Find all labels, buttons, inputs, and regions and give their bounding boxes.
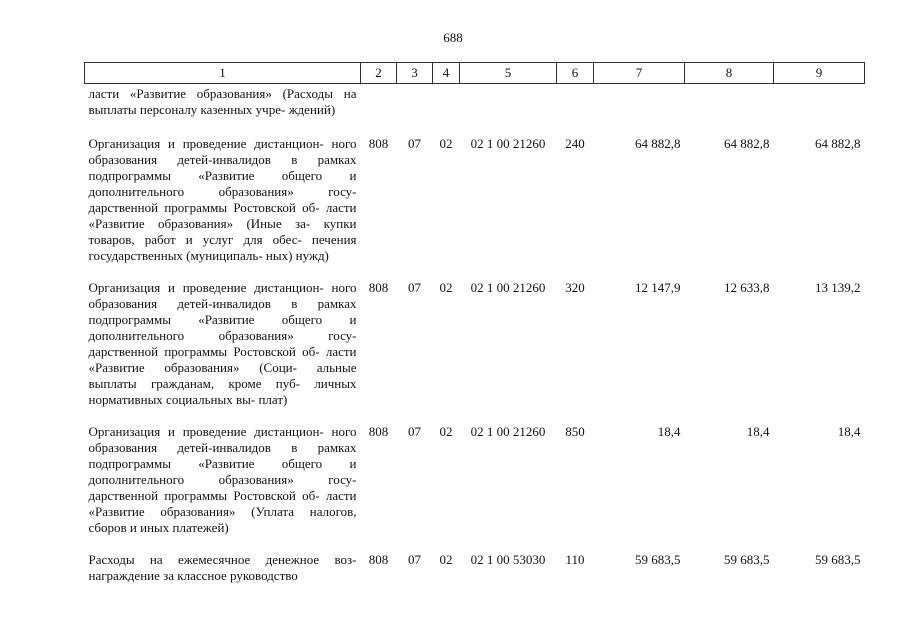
cell-col8: 59 683,5 — [724, 552, 770, 567]
cell-col4: 02 — [439, 424, 453, 439]
cell-col6: 110 — [565, 552, 585, 567]
cell-col3: 07 — [408, 280, 421, 295]
cell-col6: 320 — [565, 280, 585, 295]
cell-col8: 12 633,8 — [724, 280, 770, 295]
cell-col3: 07 — [408, 424, 421, 439]
cell-col5: 02 1 00 21260 — [470, 424, 546, 439]
row-description: Расходы на ежемесячное денежное воз- награждение за классное руководство — [88, 552, 357, 583]
cell-col4 — [433, 84, 460, 137]
cell-col5: 02 1 00 21260 — [470, 280, 546, 295]
cell-col7: 59 683,5 — [635, 552, 681, 567]
budget-table — [84, 62, 865, 584]
cell-col9: 13 139,2 — [815, 280, 861, 295]
table-row — [85, 552, 865, 584]
cell-col7: 12 147,9 — [635, 280, 681, 295]
table-row — [85, 424, 865, 552]
table-row — [85, 136, 865, 280]
cell-col9: 59 683,5 — [815, 552, 861, 567]
table-row — [85, 84, 865, 137]
header-cell: 5 — [460, 63, 557, 84]
cell-col3: 07 — [408, 552, 421, 567]
cell-col2: 808 — [368, 136, 389, 151]
row-description: Организация и проведение дистанцион- ного образования детей-инвалидов в рамках подпрограммы «Развитие общего и дополнительного образования» госу- дарственной программы Ростовской об- ласти «Развитие образования» (Уплата налогов, сборов и иных платежей) — [88, 424, 357, 535]
cell-col2 — [361, 84, 397, 137]
cell-col2: 808 — [368, 552, 389, 567]
cell-col2: 808 — [368, 280, 389, 295]
page-number: 688 — [443, 30, 463, 45]
cell-col7 — [594, 84, 685, 137]
cell-col6: 850 — [565, 424, 585, 439]
row-description: ласти «Развитие образования» (Расходы на выплаты персоналу казенных учре- ждений) — [88, 86, 357, 117]
header-cell: 6 — [557, 63, 594, 84]
header-cell: 2 — [361, 63, 397, 84]
cell-col3: 07 — [408, 136, 421, 151]
row-description: Организация и проведение дистанцион- ного образования детей-инвалидов в рамках подпрограммы «Развитие общего и дополнительного образования» госу- дарственной программы Ростовской об- ласти «Развитие образования» (Иные за- купки товаров, работ и услуг для обес- печения государственных (муниципаль- ных) нужд) — [88, 136, 357, 263]
cell-col8: 18,4 — [746, 424, 770, 439]
header-cell: 8 — [685, 63, 774, 84]
cell-col4: 02 — [439, 552, 453, 567]
cell-col6 — [557, 84, 594, 137]
cell-col6: 240 — [565, 136, 585, 151]
row-description: Организация и проведение дистанцион- ного образования детей-инвалидов в рамках подпрограммы «Развитие общего и дополнительного образования» госу- дарственной программы Ростовской об- ласти «Развитие образования» (Соци- альные выплаты гражданам, кроме пуб- личных нормативных социальных вы- плат) — [88, 280, 357, 407]
cell-col9 — [774, 84, 865, 137]
cell-col7: 18,4 — [657, 424, 681, 439]
cell-col4: 02 — [439, 280, 453, 295]
cell-col7: 64 882,8 — [635, 136, 681, 151]
cell-col9: 18,4 — [837, 424, 861, 439]
cell-col5 — [460, 84, 557, 137]
table-row — [85, 280, 865, 424]
header-cell: 9 — [774, 63, 865, 84]
cell-col2: 808 — [368, 424, 389, 439]
header-row — [85, 63, 865, 84]
cell-col5: 02 1 00 21260 — [470, 136, 546, 151]
cell-col8: 64 882,8 — [724, 136, 770, 151]
cell-col3 — [397, 84, 433, 137]
header-cell: 1 — [85, 63, 361, 84]
cell-col4: 02 — [439, 136, 453, 151]
cell-col8 — [685, 84, 774, 137]
cell-col9: 64 882,8 — [815, 136, 861, 151]
header-cell: 7 — [594, 63, 685, 84]
header-cell: 4 — [433, 63, 460, 84]
header-cell: 3 — [397, 63, 433, 84]
cell-col5: 02 1 00 53030 — [470, 552, 546, 567]
